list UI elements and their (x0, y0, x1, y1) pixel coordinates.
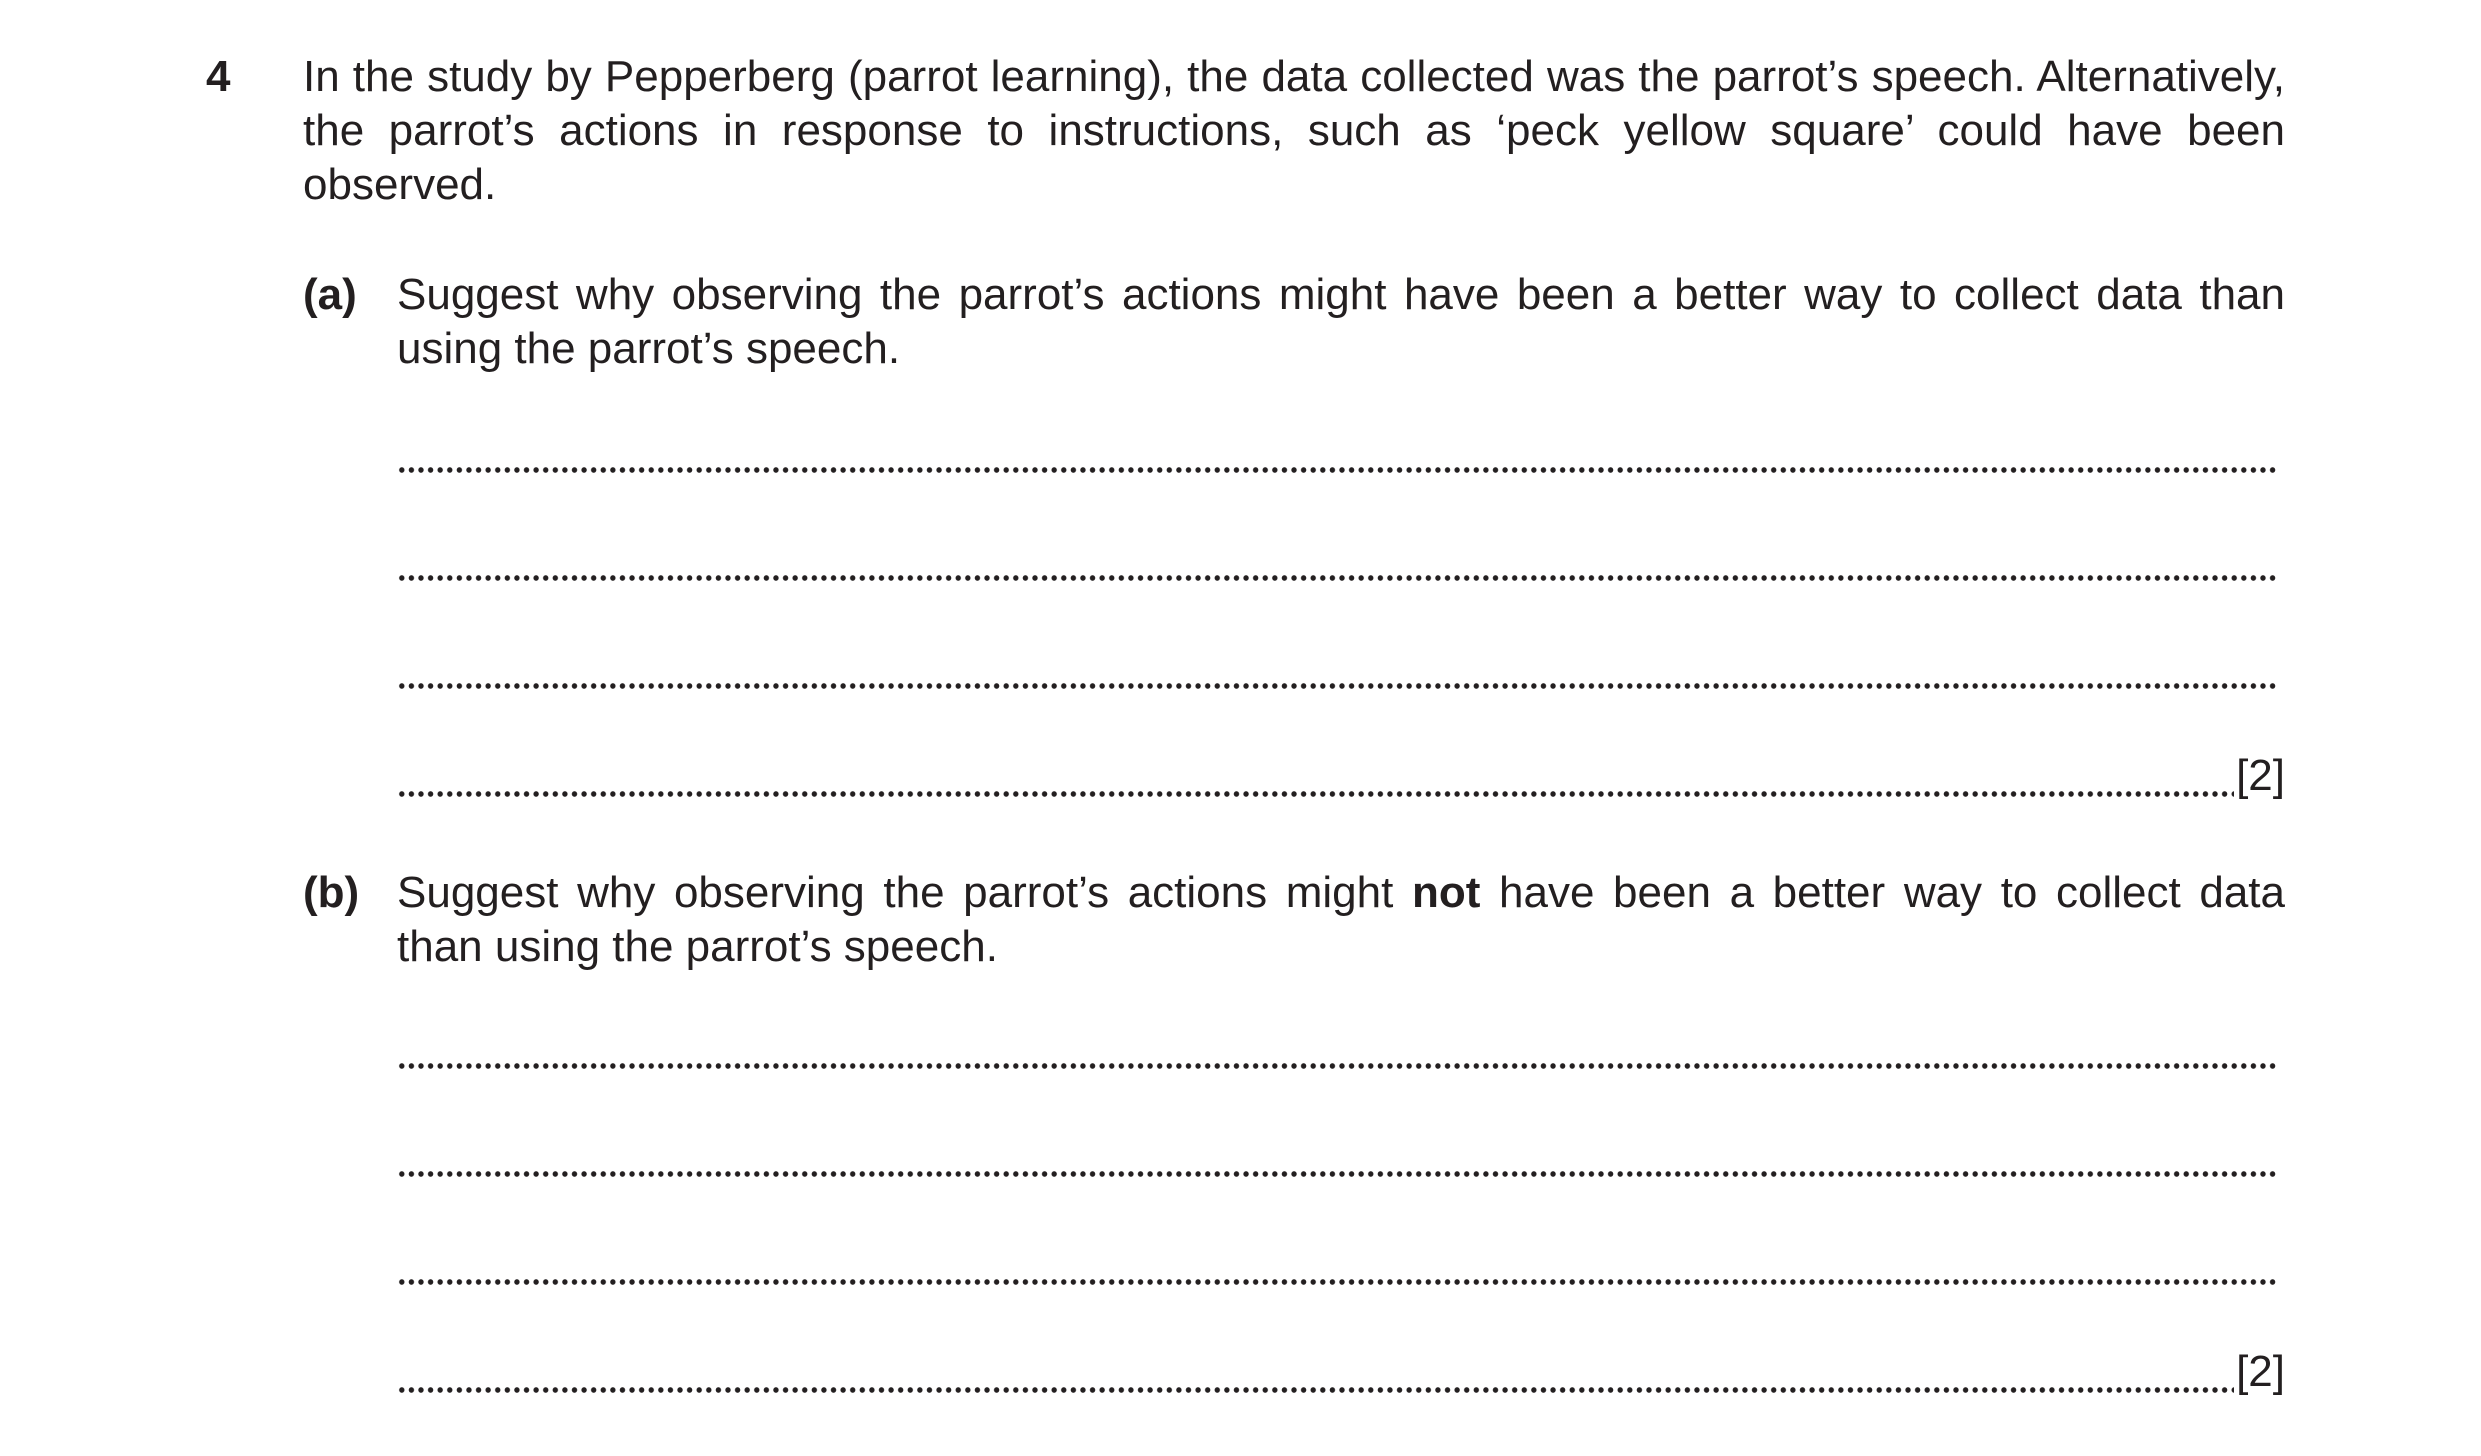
part-a-text: Suggest why observing the parrot’s actions might have been a better way to collect data than using the parrot’s speech. (397, 270, 2285, 373)
part-b-text (397, 866, 2285, 974)
part-b-emphasis: not (1411, 868, 1481, 917)
answer-line-b-4[interactable] (397, 1345, 2285, 1399)
question-number: 4 (206, 52, 231, 101)
answer-line-b-3[interactable] (397, 1237, 2279, 1291)
question-stem: In the study by Pepperberg (parrot learning), the data collected was the parrot’s speech. Alternatively, the parrot’s actions in response to instructions, such as ‘peck yellow square’ could have been observed. (303, 52, 2285, 209)
part-b-label: (b) (303, 868, 360, 917)
answer-line-a-1[interactable] (397, 425, 2279, 479)
answer-line-b-1[interactable] (397, 1021, 2279, 1075)
part-b-text-before: Suggest why observing the parrot’s actions might (397, 868, 1412, 917)
part-b-text-after: have been a better way to collect data than using the parrot’s speech. (397, 868, 2285, 971)
part-a-label: (a) (303, 270, 357, 319)
part-a-marks: [2] (2236, 751, 2285, 800)
answer-line-a-4[interactable] (397, 749, 2285, 803)
answer-line-a-3[interactable] (397, 641, 2279, 695)
answer-line-a-2[interactable] (397, 533, 2279, 587)
answer-line-b-2[interactable] (397, 1129, 2279, 1183)
part-b-marks: [2] (2236, 1347, 2285, 1396)
